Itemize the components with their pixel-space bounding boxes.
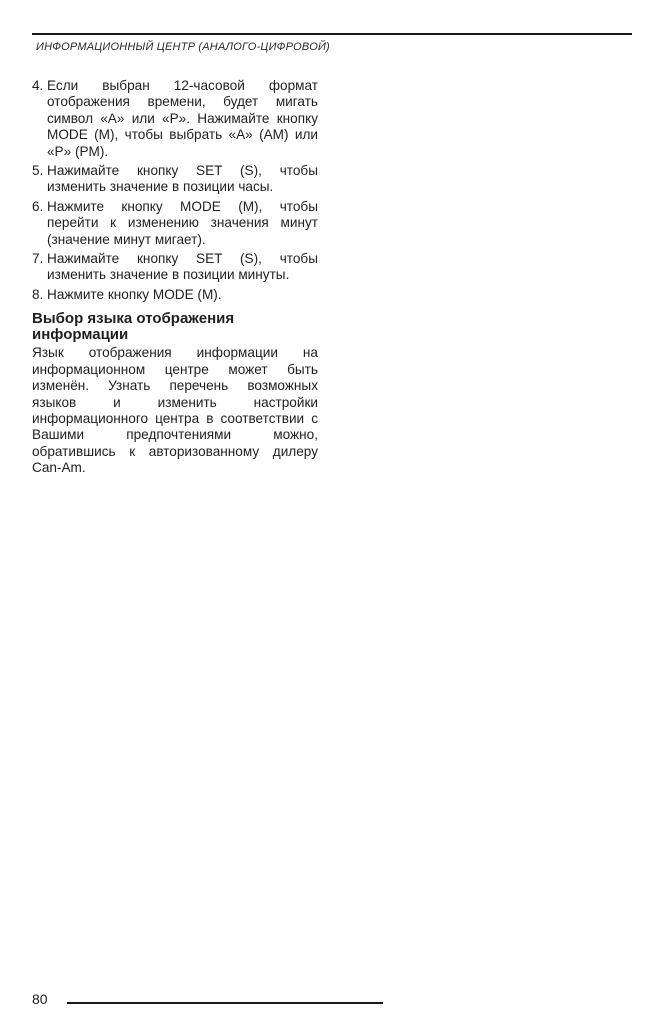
header-rule (32, 33, 632, 35)
section-paragraph: Язык отображения информации на информационном центре может быть изменён. Узнать перечень возможных языков и изменить настройки информационного центра в соответствии с Вашими предпочтениями можно, обратившись к авторизованному дилеру Can-Am. (32, 345, 318, 476)
list-item (32, 287, 318, 303)
step-text: Нажимайте кнопку SET (S), чтобы изменить значение в позиции часы. (47, 163, 318, 195)
running-header: ИНФОРМАЦИОННЫЙ ЦЕНТР (АНАЛОГО-ЦИФРОВОЙ) (36, 41, 330, 53)
section-heading: Выбор языка отображения информации (32, 310, 235, 344)
step-text: Нажмите кнопку MODE (M), чтобы перейти к изменению значения минут (значение минут мигает). (47, 198, 318, 247)
list-item (32, 199, 318, 248)
step-number: 4. (32, 78, 44, 93)
step-number: 6. (32, 198, 44, 214)
page-number: 80 (32, 991, 48, 1007)
list-item (32, 163, 318, 196)
step-number: 7. (32, 251, 44, 267)
step-number: 5. (32, 163, 44, 179)
step-text: Нажмите кнопку MODE (M). (47, 286, 222, 302)
step-number: 8. (32, 286, 44, 302)
steps-list (32, 78, 318, 303)
list-item (32, 251, 318, 284)
step-text: Если выбран 12-часовой формат отображения времени, будет мигать символ «A» или «P». Нажимайте кнопку MODE (M), чтобы выбрать «A» (AM) или «P» (PM). (47, 78, 318, 159)
footer-rule (67, 1002, 383, 1004)
step-text: Нажимайте кнопку SET (S), чтобы изменить значение в позиции минуты. (47, 251, 318, 283)
page-content (32, 78, 318, 477)
list-item (32, 78, 318, 160)
